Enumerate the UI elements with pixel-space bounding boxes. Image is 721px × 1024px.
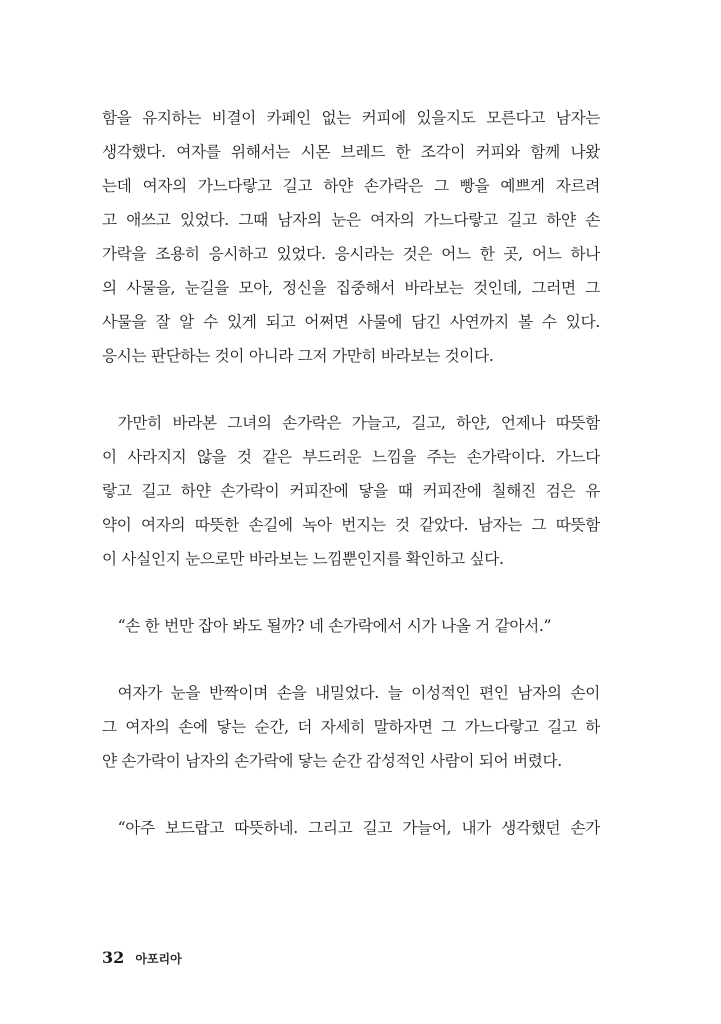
paragraph [102, 101, 600, 373]
text-line: “손 한 번만 잡아 봐도 될까? 네 손가락에서 시가 나올 거 같아서.” [117, 617, 552, 635]
text-line: 가락을 조용히 응시하고 있었다. 응시라는 것은 어느 한 곳, 어느 하나 [102, 245, 600, 263]
text-line: 생각했다. 여자를 위해서는 시몬 브레드 한 조각이 커피와 함께 나왔 [102, 143, 600, 161]
text-line: 는데 여자의 가느다랗고 길고 하얀 손가락은 그 빵을 예쁘게 자르려 [102, 177, 600, 195]
text-line: 이 사라지지 않을 것 같은 부드러운 느낌을 주는 손가락이다. 가느다 [102, 448, 600, 466]
text-line: 가만히 바라본 그녀의 손가락은 가늘고, 길고, 하얀, 언제나 따뜻함 [117, 414, 600, 432]
text-line: 고 애쓰고 있었다. 그때 남자의 눈은 여자의 가느다랗고 길고 하얀 손 [102, 211, 600, 229]
text-line: 약이 여자의 따뜻한 손길에 녹아 번지는 것 같았다. 남자는 그 따뜻함 [102, 516, 600, 534]
text-line: 랗고 길고 하얀 손가락이 커피잔에 닿을 때 커피잔에 칠해진 검은 유 [102, 482, 600, 500]
text-line: 얀 손가락이 남자의 손가락에 닿는 순간 감성적인 사람이 되어 버렸다. [102, 752, 562, 770]
book-title: 아포리아 [135, 952, 182, 966]
dialogue-paragraph [102, 609, 600, 643]
paragraph [102, 406, 600, 576]
paragraph [102, 676, 600, 778]
body-text [102, 101, 600, 845]
page-number: 32 [102, 948, 125, 967]
text-line: 의 사물을, 눈길을 모아, 정신을 집중해서 바라보는 것인데, 그러면 그 [102, 279, 600, 297]
text-line: 응시는 판단하는 것이 아니라 그저 가만히 바라보는 것이다. [102, 347, 494, 365]
paragraph-spacer [102, 373, 600, 406]
dialogue-paragraph [102, 811, 600, 845]
text-line: “아주 보드랍고 따뜻하네. 그리고 길고 가늘어, 내가 생각했던 손가 [117, 819, 600, 837]
text-line: 여자가 눈을 반짝이며 손을 내밀었다. 늘 이성적인 편인 남자의 손이 [117, 684, 600, 702]
text-line: 그 여자의 손에 닿는 순간, 더 자세히 말하자면 그 가느다랗고 길고 하 [102, 718, 600, 736]
text-line: 이 사실인지 눈으로만 바라보는 느낌뿐인지를 확인하고 싶다. [102, 550, 504, 568]
text-line: 사물을 잘 알 수 있게 되고 어쩌면 사물에 담긴 사연까지 볼 수 있다. [102, 313, 600, 331]
page-footer [102, 946, 182, 970]
text-line: 함을 유지하는 비결이 카페인 없는 커피에 있을지도 모른다고 남자는 [102, 109, 600, 127]
paragraph-spacer [102, 778, 600, 811]
paragraph-spacer [102, 576, 600, 609]
paragraph-spacer [102, 643, 600, 676]
